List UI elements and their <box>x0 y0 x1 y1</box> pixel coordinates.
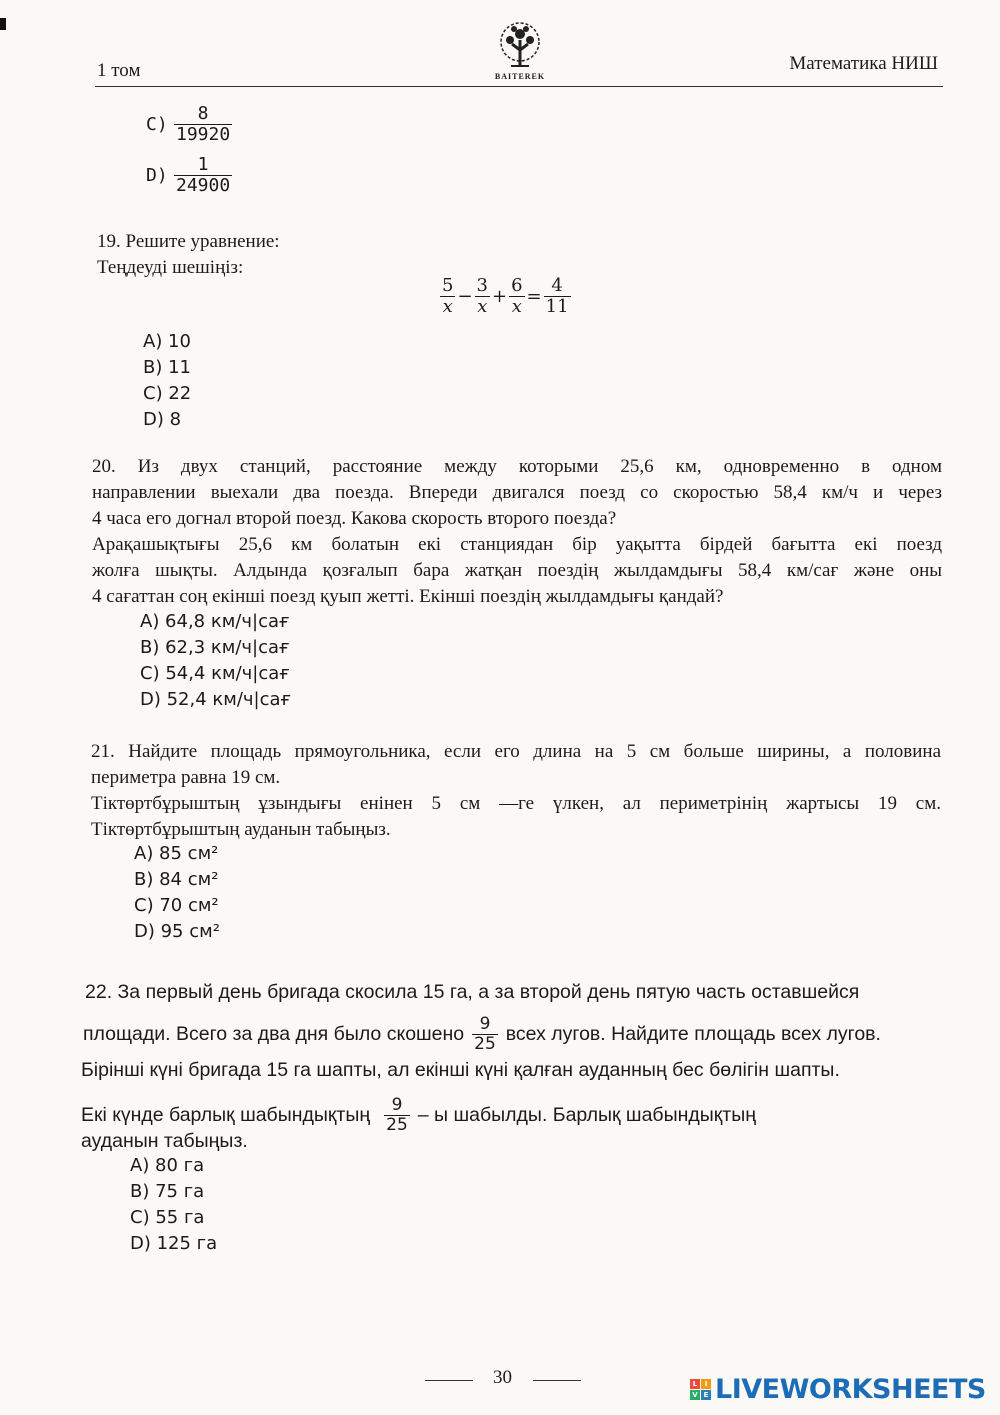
header-divider <box>95 86 943 87</box>
fraction-3-x: $\frac{3}{x}$ <box>476 275 488 317</box>
subject-label: Математика НИШ <box>789 53 938 74</box>
q22-option-d[interactable]: D) 125 га <box>130 1233 218 1254</box>
volume-label: 1 том <box>97 60 141 81</box>
q19-option-b[interactable]: B) 11 <box>143 357 191 378</box>
page-number: 30 <box>493 1367 512 1388</box>
q21-line: Тіктөртбұрыштың ұзындығы енінен 5 см —ге үлкен, ал периметрінің жартысы 19 см. <box>91 793 941 814</box>
q22-line-4: Екі күнде барлық шабындықтың $\frac{9}{25}$ – ы шабылды. Барлық шабындықтың <box>81 1095 757 1135</box>
q22-line: Бірінші күні бригада 15 га шапты, ал екінші күні қалған ауданның бес бөлігін шапты. <box>81 1059 840 1081</box>
liveworksheets-watermark[interactable] <box>690 1374 986 1405</box>
fraction-4-11: $\frac{4}{11}$ <box>545 275 569 317</box>
q20-line: жолға шықты. Алдында қозғалып бара жатқан поездің жылдамдығы 58,4 км/сағ және оны <box>92 560 942 581</box>
q18-option-d[interactable]: D) $\frac{1}{24900}$ <box>146 154 231 196</box>
tree-icon <box>497 20 543 74</box>
q20-line: 4 часа его догнал второй поезд. Какова скорость второго поезда? <box>92 508 617 529</box>
q21-option-d[interactable]: D) 95 см² <box>134 921 220 942</box>
q19-option-c[interactable]: C) 22 <box>143 383 192 404</box>
q21-option-b[interactable]: B) 84 см² <box>134 869 219 890</box>
q20-option-c[interactable]: C) 54,4 км/ч|сағ <box>140 663 290 684</box>
q19-title: 19. Решите уравнение: <box>97 231 280 252</box>
q22-line: ауданын табыңыз. <box>81 1130 248 1152</box>
fraction: $\frac{8}{19920}$ <box>176 103 231 145</box>
q20-option-d[interactable]: D) 52,4 км/ч|сағ <box>140 689 292 710</box>
fraction: $\frac{1}{24900}$ <box>176 154 231 196</box>
q20-line: направлении выехали два поезда. Впереди двигался поезд со скоростью 58,4 км/ч и через <box>92 482 942 503</box>
liveworksheets-brand: LIVEWORKSHEETS <box>715 1374 986 1405</box>
logo-text: BAITEREK <box>494 72 546 81</box>
q22-line-2: площади. Всего за два дня было скошено $\frac{9}{25}$ всех лугов. Найдите площадь всех лугов. <box>83 1014 881 1054</box>
q21-line: Тіктөртбұрыштың ауданын табыңыз. <box>91 819 391 840</box>
page-number-dash-left <box>425 1380 473 1381</box>
q22-option-c[interactable]: C) 55 га <box>130 1207 205 1228</box>
q20-line: 20. Из двух станций, расстояние между которыми 25,6 км, одновременно в одном <box>92 456 942 477</box>
baiterek-logo <box>490 20 550 90</box>
fraction-9-25: $\frac{9}{25}$ <box>386 1095 408 1135</box>
q19-option-a[interactable]: A) 10 <box>143 331 191 352</box>
fraction-5-x: $\frac{5}{x}$ <box>442 275 454 317</box>
q20-line: 4 сағаттан соң екінші поезд қуып жетті. Екінші поездің жылдамдығы қандай? <box>92 586 724 607</box>
q21-option-a[interactable]: A) 85 см² <box>134 843 219 864</box>
q21-line: 21. Найдите площадь прямоугольника, если его длина на 5 см больше ширины, а половина <box>91 741 941 762</box>
corner-mark <box>0 18 6 30</box>
q20-option-b[interactable]: B) 62,3 км/ч|сағ <box>140 637 290 658</box>
q22-option-a[interactable]: A) 80 га <box>130 1155 205 1176</box>
q19-option-d[interactable]: D) 8 <box>143 409 182 430</box>
fraction-9-25: $\frac{9}{25}$ <box>474 1014 496 1054</box>
q21-line: периметра равна 19 см. <box>91 767 281 788</box>
fraction-6-x: $\frac{6}{x}$ <box>511 275 523 317</box>
q20-line: Арақашықтығы 25,6 км болатын екі станциядан бір уақытта бірдей бағытта екі поезд <box>92 534 942 555</box>
q22-line: 22. За первый день бригада скосила 15 га, а за второй день пятую часть оставшейся <box>85 981 860 1003</box>
q20-option-a[interactable]: A) 64,8 км/ч|сағ <box>140 611 290 632</box>
page-number-dash-right <box>533 1380 581 1381</box>
q18-option-c[interactable]: C) $\frac{8}{19920}$ <box>146 103 231 145</box>
q19-title-kz: Теңдеуді шешіңіз: <box>97 257 244 278</box>
q22-option-b[interactable]: B) 75 га <box>130 1181 205 1202</box>
q19-equation: $\frac{5}{x}$ − $\frac{3}{x}$ + $\frac{6}{x}$ = $\frac{4}{11}$ <box>442 275 569 317</box>
liveworksheets-icon: L I V E <box>690 1379 711 1400</box>
q21-option-c[interactable]: C) 70 см² <box>134 895 219 916</box>
